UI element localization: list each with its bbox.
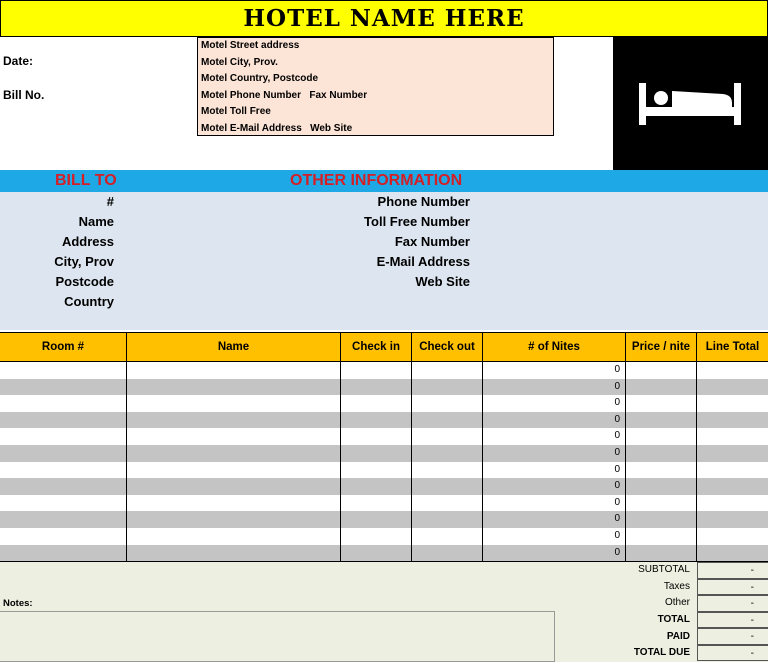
customer-info-section (0, 192, 768, 330)
table-row[interactable] (0, 428, 768, 445)
web-site-label: Web Site (415, 274, 470, 289)
nites-cell[interactable]: 0 (614, 413, 620, 425)
address-line: Motel Street address (201, 40, 300, 51)
total-value[interactable]: - (697, 612, 768, 629)
bill-to-city-label: City, Prov (54, 254, 114, 269)
nites-cell[interactable]: 0 (614, 397, 620, 409)
table-header (0, 332, 768, 362)
col-room: Room # (0, 333, 127, 362)
table-row[interactable] (0, 495, 768, 512)
total-due-value[interactable]: - (697, 645, 768, 662)
nites-cell[interactable]: 0 (614, 364, 620, 375)
address-line: Motel Phone Number Fax Number (201, 89, 368, 101)
table-row[interactable] (0, 511, 768, 528)
fax-number-label: Fax Number (394, 234, 470, 249)
bill-to-country-label: Country (64, 294, 114, 309)
nites-cell[interactable]: 0 (614, 530, 620, 541)
nites-cell[interactable]: 0 (614, 380, 620, 392)
phone-number-label: Phone Number (377, 194, 470, 209)
notes-field[interactable] (0, 611, 555, 662)
taxes-label: Taxes (663, 581, 690, 592)
notes-label: Notes: (3, 598, 33, 609)
hotel-logo (613, 37, 768, 172)
taxes-value[interactable]: - (697, 579, 768, 596)
paid-label: PAID (666, 631, 690, 642)
paid-value[interactable]: - (697, 628, 768, 645)
column-divider (411, 332, 412, 561)
email-address-label: E-Mail Address (376, 254, 470, 269)
col-name: Name (127, 333, 341, 362)
table-row[interactable] (0, 362, 768, 379)
bill-number-label: Bill No. (3, 88, 45, 102)
nites-cell[interactable]: 0 (614, 546, 620, 558)
subtotal-label: SUBTOTAL (638, 564, 690, 575)
bed-icon (613, 37, 768, 172)
address-line: Motel City, Prov. (201, 56, 278, 68)
nites-cell[interactable]: 0 (614, 463, 620, 475)
column-divider (340, 332, 341, 561)
other-information-heading: OTHER INFORMATION (290, 172, 463, 189)
bill-to-address-label: Address (61, 234, 114, 249)
bill-to-name-label: Name (78, 214, 114, 229)
col-check-in: Check in (341, 333, 412, 362)
nites-cell[interactable]: 0 (614, 480, 620, 492)
total-due-label: TOTAL DUE (633, 647, 690, 658)
table-row[interactable] (0, 379, 768, 396)
date-label: Date: (3, 54, 34, 68)
nites-cell[interactable]: 0 (614, 513, 620, 525)
column-divider (482, 332, 483, 561)
nites-cell[interactable]: 0 (614, 447, 620, 458)
table-row[interactable] (0, 412, 768, 429)
address-line: Motel Country, Postcode (201, 73, 319, 84)
table-row[interactable] (0, 445, 768, 462)
other-value[interactable]: - (697, 595, 768, 612)
other-label: Other (664, 597, 690, 608)
bill-to-number-label: # (106, 194, 114, 209)
col-line-total: Line Total (705, 341, 760, 353)
table-row[interactable] (0, 545, 768, 562)
nites-cell[interactable]: 0 (614, 496, 620, 508)
table-row[interactable] (0, 478, 768, 495)
motel-address-block[interactable] (197, 37, 554, 136)
table-row[interactable] (0, 395, 768, 412)
column-divider (126, 332, 127, 561)
table-row[interactable] (0, 462, 768, 479)
section-band (0, 170, 768, 192)
bill-to-postcode-label: Postcode (55, 274, 114, 289)
column-divider (625, 332, 626, 561)
bill-to-heading: BILL TO (55, 172, 117, 189)
toll-free-label: Toll Free Number (364, 214, 470, 229)
address-line: Motel E-Mail Address Web Site (201, 122, 353, 134)
total-label: TOTAL (657, 614, 690, 625)
col-check-out: Check out (412, 333, 483, 362)
col-price: Price / nite (626, 333, 697, 362)
subtotal-value[interactable]: - (697, 562, 768, 579)
table-body (0, 362, 768, 561)
col-nites: # of Nites (483, 333, 626, 362)
nites-cell[interactable]: 0 (614, 430, 620, 442)
address-line: Motel Toll Free (201, 106, 271, 117)
column-divider (696, 332, 697, 561)
table-row[interactable] (0, 528, 768, 545)
hotel-name-title[interactable]: HOTEL NAME HERE (0, 0, 768, 37)
